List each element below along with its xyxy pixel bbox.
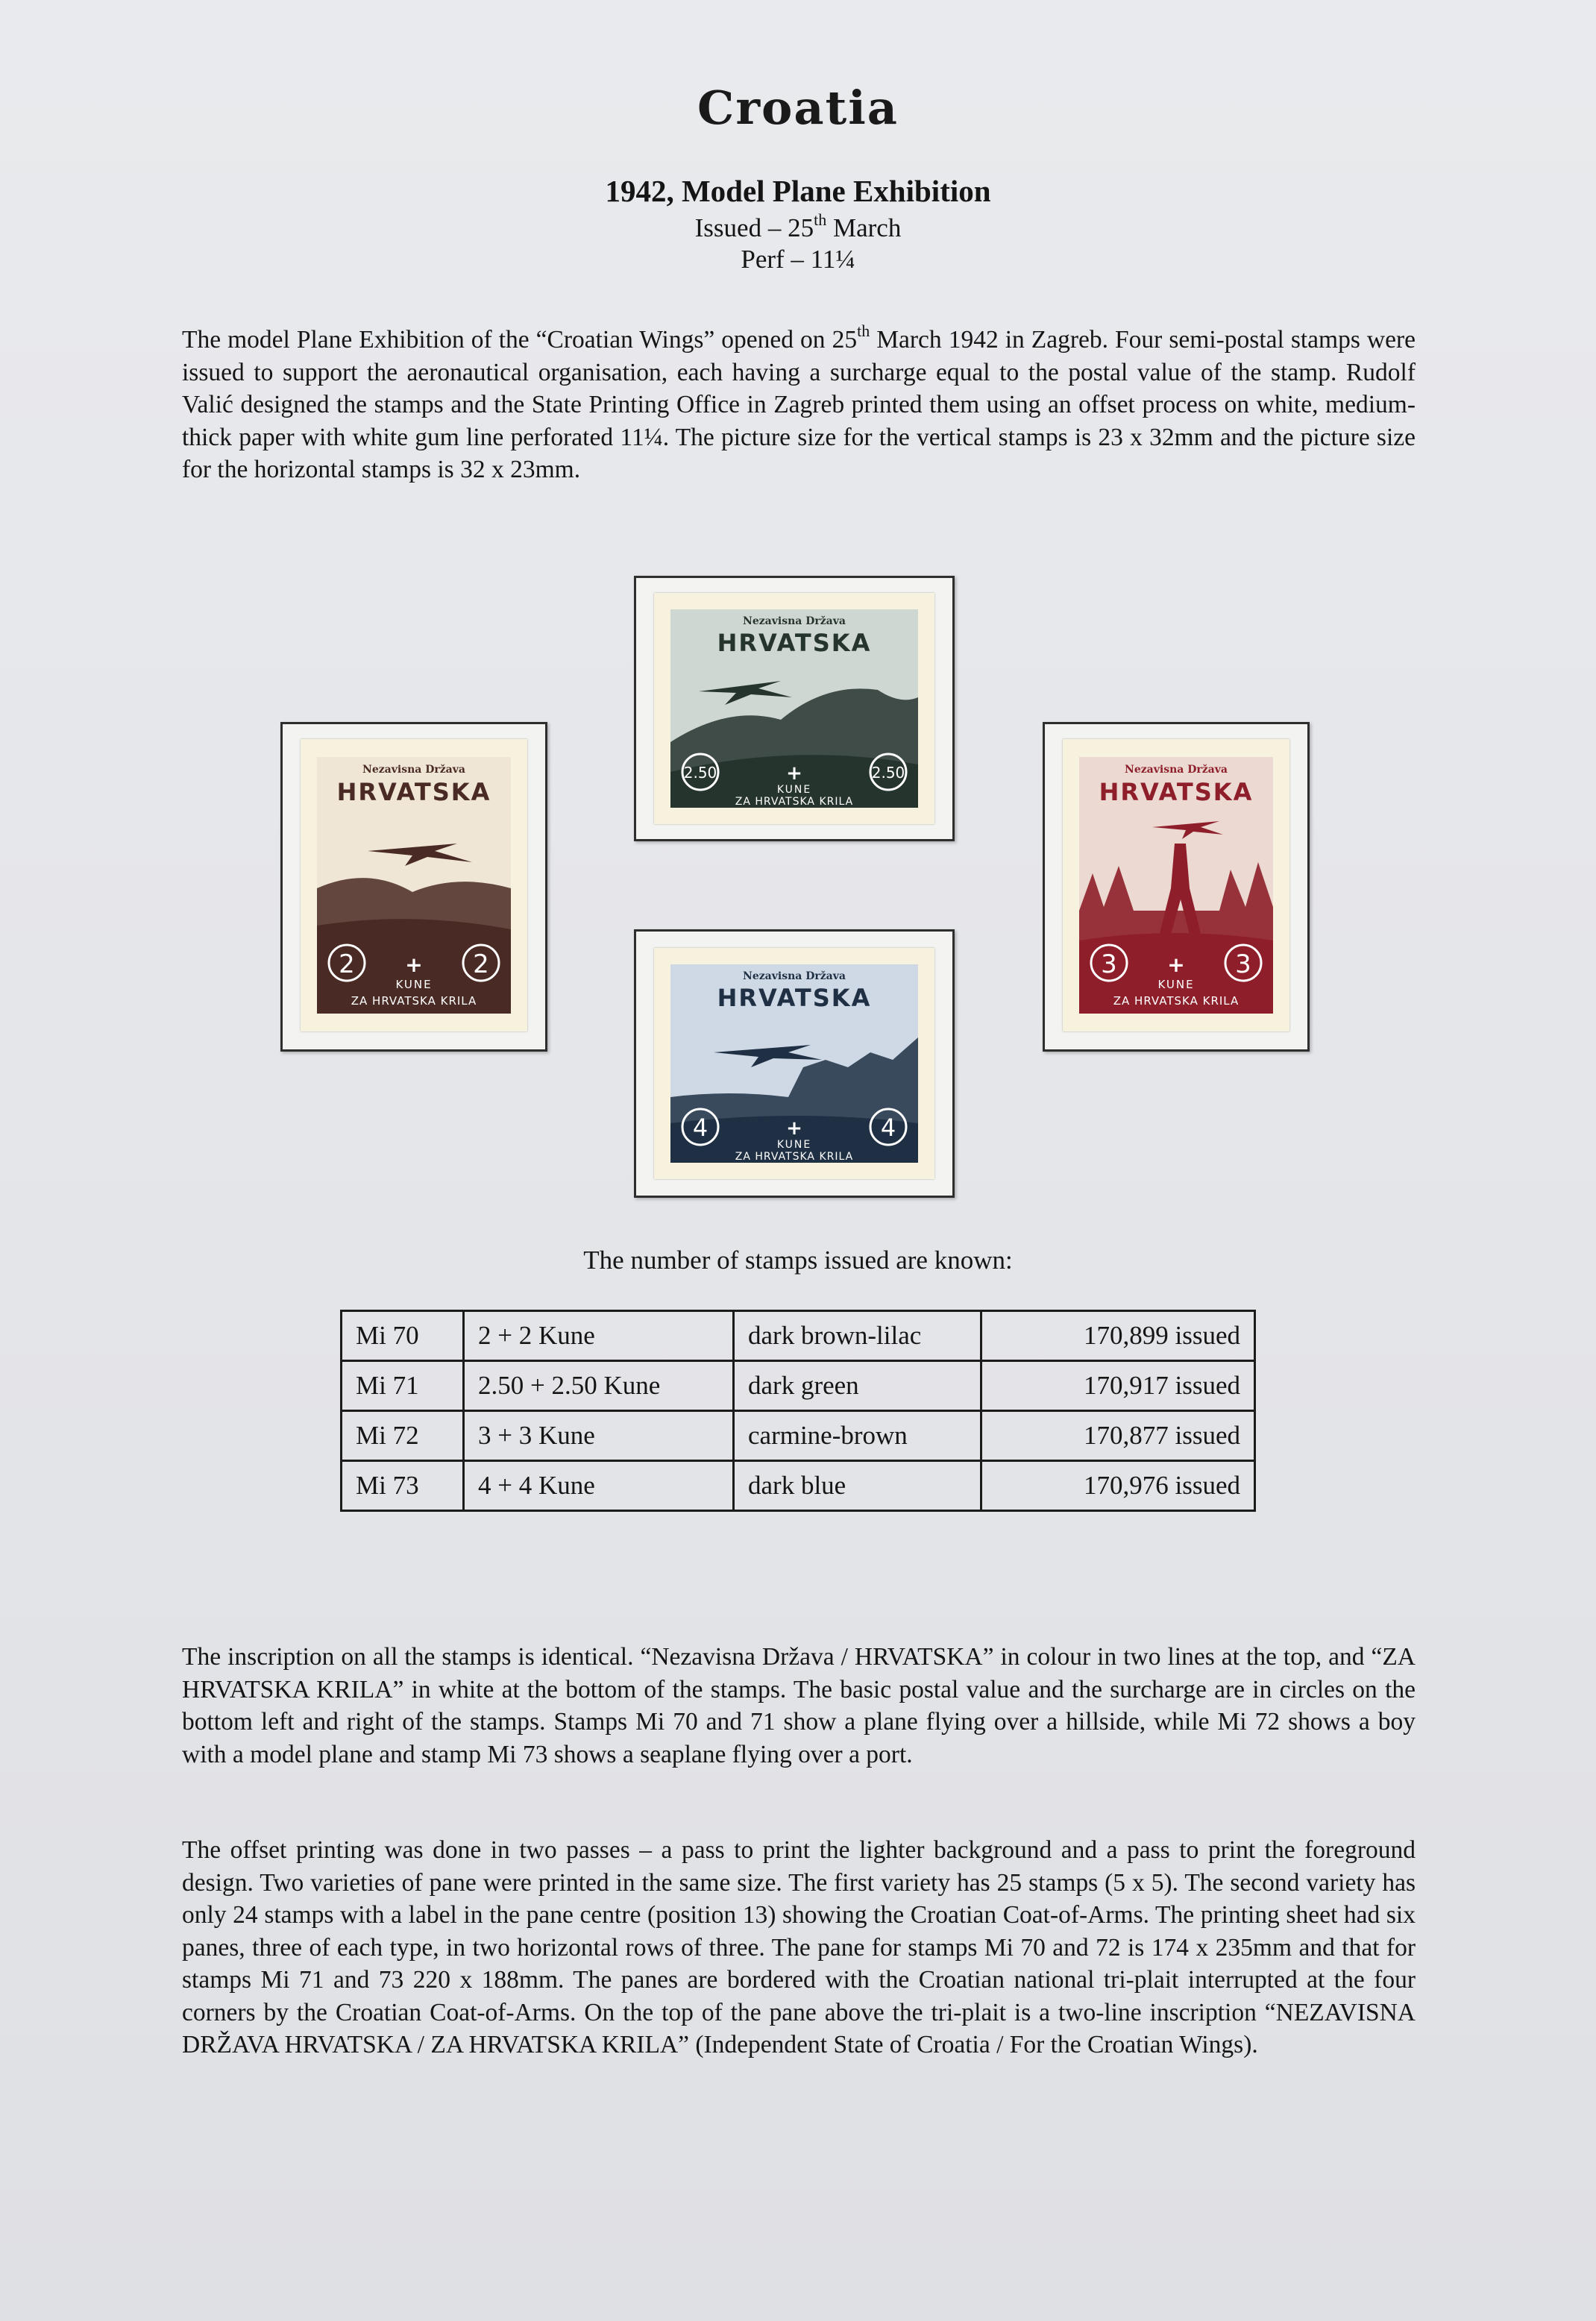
stamp-mi73-design [654,948,934,1179]
stamp-mi73 [654,948,934,1179]
mi-number-cell: Mi 71 [342,1361,464,1411]
issued-count-cell: 170,917 issued [981,1361,1255,1411]
stamp-mi71-line2: HRVATSKA [717,629,872,657]
intro-sup: th [857,321,870,340]
stamp-mi70 [301,739,527,1031]
stamp-mi71-line1: Nezavisna Država [743,615,846,627]
value-cell: 4 + 4 Kune [464,1461,734,1511]
stamp-mi71-plus: + [786,762,802,785]
stamp-mi72 [1063,739,1289,1031]
stamp-mi70-line2: HRVATSKA [336,778,491,806]
issue-date-sup: th [814,210,827,229]
stamp-mi73-value-right: 4 [880,1114,896,1142]
value-cell: 2.50 + 2.50 Kune [464,1361,734,1411]
mi-number-cell: Mi 72 [342,1411,464,1461]
colour-cell: carmine-brown [734,1411,981,1461]
intro-text-start: The model Plane Exhibition of the “Croatian Wings” opened on 25 [182,326,858,354]
issue-perforation: Perf – 11¼ [741,245,855,274]
value-cell: 3 + 3 Kune [464,1411,734,1461]
stamp-mi73-kune: KUNE [776,1139,812,1151]
known-caption: The number of stamps issued are known: [583,1246,1013,1275]
stamp-mi70-value-right: 2 [473,949,489,979]
stamp-mi73-line2: HRVATSKA [717,984,872,1012]
issued-count-cell: 170,899 issued [981,1311,1255,1361]
stamp-mi71-design [654,593,934,824]
stamp-mi71-value-left: 2.50 [683,764,717,782]
issues-table [340,1310,1256,1512]
stamp-mi73-bottom: ZA HRVATSKA KRILA [735,1151,854,1163]
inscription-paragraph: The inscription on all the stamps is identical. “Nezavisna Država / HRVATSKA” in colour in two lines at the top, and “ZA HRVATSKA KRILA” in white at the bottom of the stamps. The basic postal value and the surcharge are in circles on the bottom left and right of the stamps. Stamps Mi 70 and 71 show a plane flying over a hillside, while Mi 72 shows a boy with a model plane and stamp Mi 73 shows a seaplane flying over a port. [182,1643,1416,1768]
stamp-mi70-plus: + [405,952,423,977]
value-cell: 2 + 2 Kune [464,1311,734,1361]
stamp-mi71-kune: KUNE [776,784,812,796]
issue-date [0,210,1596,243]
stamp-mi72-value-left: 3 [1101,949,1117,979]
stamp-mi70-design [301,739,527,1031]
stamp-mi72-bottom: ZA HRVATSKA KRILA [1113,994,1240,1008]
stamp-mi72-plus: + [1167,952,1185,977]
issue-date-month: March [826,213,902,242]
colour-cell: dark brown-lilac [734,1311,981,1361]
stamp-mi71 [654,593,934,824]
mi-number-cell: Mi 73 [342,1461,464,1511]
colour-cell: dark green [734,1361,981,1411]
table-row [342,1411,1255,1461]
stamp-mount-mi72 [1043,722,1310,1052]
stamp-mi73-plus: + [786,1117,802,1140]
issue-title: 1942, Model Plane Exhibition [605,174,991,208]
issued-count-cell: 170,976 issued [981,1461,1255,1511]
table-row [342,1361,1255,1411]
table-row [342,1311,1255,1361]
stamp-mi72-kune: KUNE [1157,978,1195,991]
stamp-mi73-line1: Nezavisna Država [743,970,846,982]
country-heading: Croatia [697,81,899,135]
stamp-mi71-value-right: 2.50 [871,764,905,782]
stamp-mount-mi73 [634,929,955,1198]
stamp-mi71-bottom: ZA HRVATSKA KRILA [735,796,854,808]
stamp-mount-mi70 [280,722,547,1052]
issued-count-cell: 170,877 issued [981,1411,1255,1461]
printing-paragraph: The offset printing was done in two passes – a pass to print the lighter background and a pass to print the foreground design. Two varieties of pane were printed in the same size. The first variety has 25 stamps (5 x 5). The second variety has only 24 stamps with a label in the pane centre (position 13) showing the Croatian Coat-of-Arms. The printing sheet had six panes, three of each type, in two horizontal rows of three. The pane for stamps Mi 70 and 72 is 174 x 235mm and that for stamps Mi 71 and 73 220 x 188mm. The panes are bordered with the Croatian national tri-plait interrupted at the four corners by the Croatian Coat-of-Arms. On the top of the pane above the tri-plait is a two-line inscription “NEZAVISNA DRŽAVA HRVATSKA / ZA HRVATSKA KRILA” (Independent State of Croatia / For the Croatian Wings). [182,1836,1416,2058]
stamp-mi72-design [1063,739,1289,1031]
mi-number-cell: Mi 70 [342,1311,464,1361]
stamp-mi70-value-left: 2 [339,949,355,979]
stamp-mi70-kune: KUNE [395,978,433,991]
stamp-mi72-value-right: 3 [1235,949,1251,979]
issue-date-text: Issued – 25 [694,213,814,242]
stamp-mount-mi71 [634,576,955,841]
stamp-mi72-line1: Nezavisna Država [1125,764,1228,776]
stamp-mi70-bottom: ZA HRVATSKA KRILA [351,994,477,1008]
stamp-mi72-line2: HRVATSKA [1099,778,1254,806]
colour-cell: dark blue [734,1461,981,1511]
intro-text-end: March 1942 in Zagreb. Four semi-postal stamps were issued to support the aeronautical organisation, each having a surcharge equal to the postal value of the stamp. Rudolf Valić designed the stamps and the State Printing Office in Zagreb printed them using an offset process on white, medium-thick paper with white gum line perforated 11¼. The picture size for the vertical stamps is 23 x 32mm and the picture size for the horizontal stamps is 32 x 23mm. [182,326,1416,483]
stamp-mi73-value-left: 4 [692,1114,709,1142]
stamp-mi70-line1: Nezavisna Država [362,764,465,776]
intro-paragraph [182,321,1416,486]
table-row [342,1461,1255,1511]
